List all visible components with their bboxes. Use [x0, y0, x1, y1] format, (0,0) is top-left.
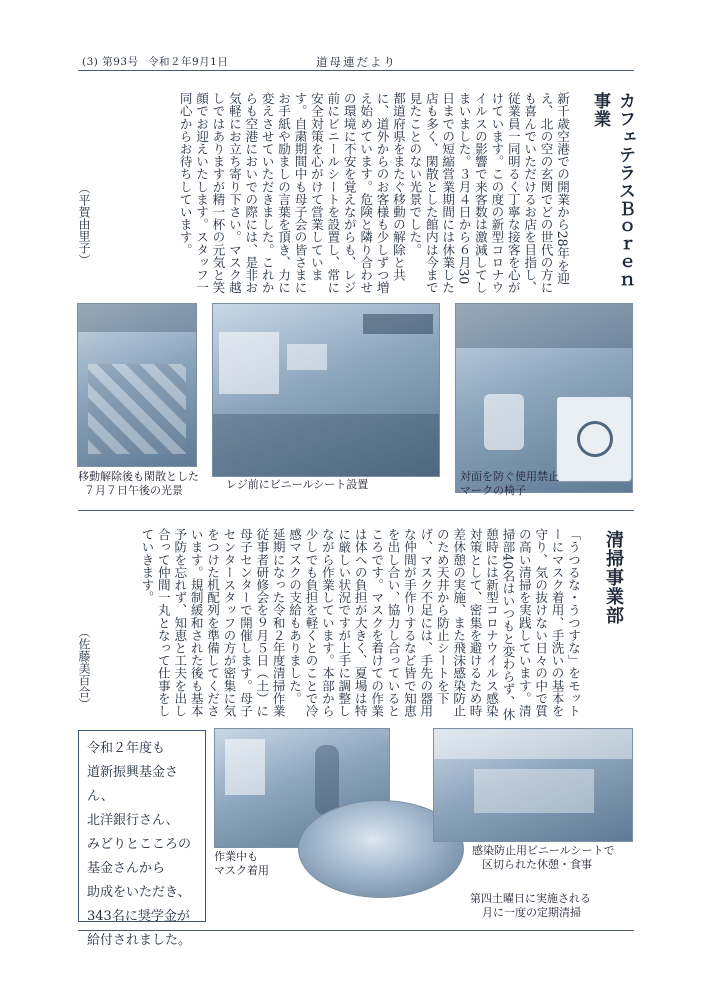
cleaning-article — [93, 528, 581, 728]
photo5-caption-line1: 第四土曜日に実施される — [470, 892, 591, 905]
cafe-signature: （平賀由里子） — [77, 182, 91, 266]
photo-restricted-chairs — [455, 303, 633, 493]
photo5-caption-line2: 月に一度の定期清掃 — [482, 906, 581, 919]
cleaning-paragraph-2: 延期になった令和２年度清掃作業従事者研修会を９月５日（土）に母子センターで開催します。母子センタースタッフの方が密集に気をつけた机配列を準備してくださいます。規制緩和された後も基本予防を忘れず、知恵と工夫を出し合って仲間一丸となって仕事をしていきます。 — [139, 528, 286, 717]
cafe-paragraph-1: 新千歳空港での開業から28年を迎え、北の空の玄関でどの世代の方にも喜んでいただけるお店を目指し、従業員一同明るく丁寧な接客を心がけています。この度の新型コロナウイルスの影響で来客数は激減してしまいました。３月４日から６月30日までの短縮営業期間には休業した店も多く、閑散とした館内は今まで見たことのない光景でした。 — [407, 92, 570, 294]
scholarship-notice-text — [87, 737, 203, 953]
photo3-caption-line2: マークの椅子 — [460, 484, 526, 497]
newsletter-title: 道母連だより — [316, 55, 397, 69]
notice-line: 基金さんから — [87, 861, 166, 876]
inset-no-sitting-sign — [556, 396, 632, 482]
cleaning-section-title: 清掃事業部 — [603, 530, 624, 625]
cafe-section-title: カフェテラスＢｏｒｅｎ事業 — [590, 92, 635, 290]
photo2-caption: レジ前にビニールシート設置 — [226, 478, 369, 491]
cleaning-signature: （佐藤美百合） — [77, 626, 91, 710]
cafe-article — [92, 92, 570, 294]
cleaning-paragraph-1: 「うつるな・うつすな」をモットーにマスク着用、手洗いの基本を守り、気の抜けない日々の中で質の高い清掃を実践しています。清掃部40名はいつもと変わらず、休憩時には新型コロナウイルス感染対策として、密集を避けるため時差休憩の実施、また飛沫感染防止のため天井から防止シートを下げ、マスク不足には、手先の器用な仲間が手作りするなど皆で知恵を出し合い、協力し合っているところです。マスクを着けての作業は体への負担が大きく、夏場は特に厳しい状況ですが上手に調整しながら作業しています。本部から少しでも負担を軽くとのことで冷感マスクの支給もありました。 — [287, 528, 581, 721]
notice-line: 給付されました。 — [87, 933, 192, 948]
footer-rule — [78, 930, 634, 931]
notice-line: 北洋銀行さん、 — [87, 813, 179, 828]
photo6-caption-line1: 感染防止用ビニールシートで — [472, 844, 615, 857]
photo4-caption-line2: マスク着用 — [214, 864, 269, 877]
photo3-caption-line1: 対面を防ぐ使用禁止 — [460, 470, 559, 483]
photo1-caption-line1: 移動解除後も閑散とした — [78, 470, 199, 483]
photo-airport-concourse — [77, 303, 197, 467]
photo4-caption-line1: 作業中も — [214, 850, 258, 863]
scholarship-notice-box — [78, 730, 206, 948]
notice-line: 令和２年度も — [87, 741, 166, 756]
notice-line: 道新振興基金さん、 — [87, 765, 179, 804]
photo1-caption-line2: ７月７日午後の光景 — [84, 484, 183, 497]
photo6-caption-line2: 区切られた休憩・食事 — [482, 858, 592, 871]
issue-date: 令和２年9月1日 — [148, 56, 229, 68]
section-divider — [78, 510, 634, 511]
issue-number: (3) 第93号 — [82, 56, 139, 68]
photo-register-shop — [212, 303, 440, 477]
notice-line: 343名に奨学金が — [87, 909, 190, 924]
header-rule — [78, 70, 634, 71]
notice-line: 助成をいただき、 — [87, 885, 191, 900]
cafe-paragraph-2: 都道府県をまたぐ移動の解除と共に、道外からのお客様も少しずつ増え始めています。危険と隣り合わせの環境に不安を覚えながらも、レジ前にビニールシートを設置し、常に安全対策を心がけて営業しています。自粛期間中も母子会の皆さまにお手紙や励ましの言葉を頂き、力に変えさせていただきました。これからも空港においでの際には、是非お気軽にお立ち寄り下さい。マスク越しではありますが精一杯の元気と笑顔でお迎えいたします。スタッフ一同心からお待ちしています。 — [177, 92, 406, 294]
notice-line: みどりとこころの — [87, 837, 192, 852]
photo-break-room-partitions — [433, 728, 633, 842]
